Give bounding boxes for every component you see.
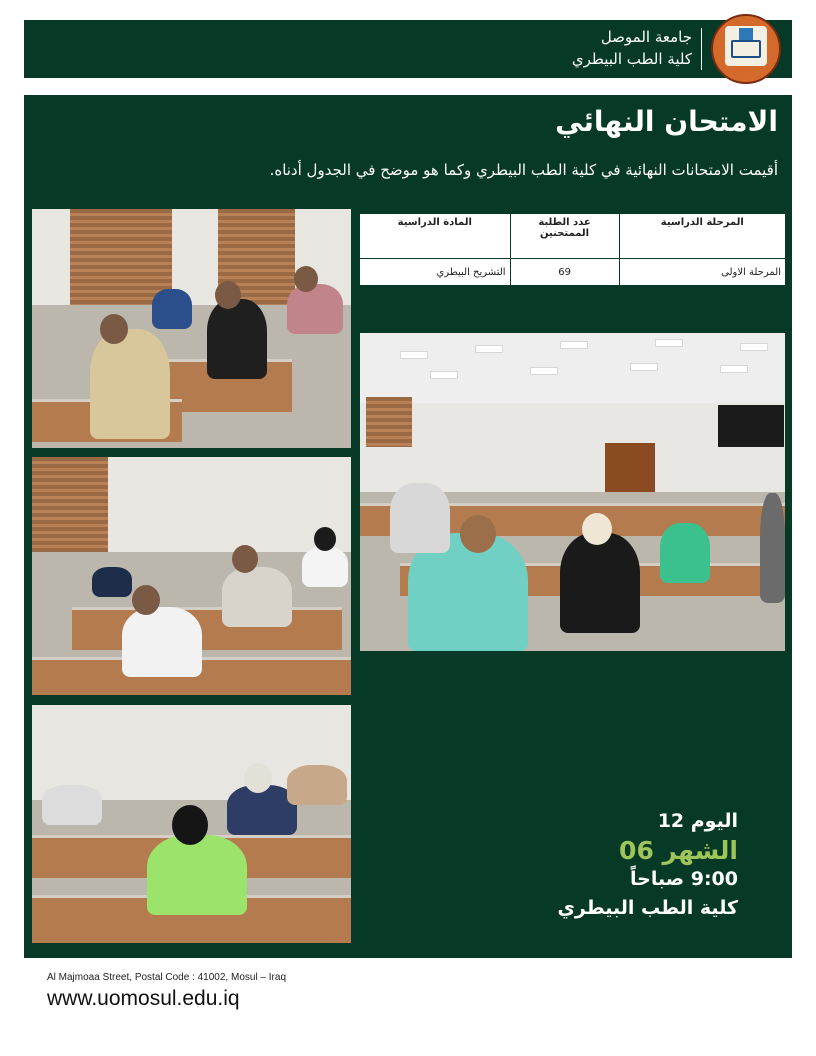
exam-day: اليوم 12 (657, 810, 738, 832)
table-row (360, 259, 786, 286)
exam-photo-4 (360, 333, 785, 651)
column-header-student-count: عدد الطلبة الممتحنين (510, 214, 619, 259)
exam-place: كلية الطب البيطري (557, 897, 738, 919)
university-name: جامعة الموصل (600, 28, 692, 46)
header-banner (24, 20, 792, 78)
page-subtitle: أقيمت الامتحانات النهائية في كلية الطب البيطري وكما هو موضح في الجدول أدناه. (269, 161, 778, 179)
exam-month: الشهر 06 (619, 836, 738, 865)
main-panel (24, 95, 792, 958)
college-name: كلية الطب البيطري (571, 50, 692, 68)
footer-address: Al Majmoaa Street, Postal Code : 41002, Mosul – Iraq (47, 972, 287, 983)
logo-book-icon (731, 40, 761, 58)
header-text (572, 26, 692, 70)
cell-stage: المرحلة الاولى (619, 259, 785, 286)
exam-time: 9:00 صباحاً (630, 868, 738, 890)
exam-table (359, 213, 786, 286)
page-title: الامتحان النهائي (555, 105, 778, 138)
exam-info (558, 807, 738, 923)
header-divider (701, 28, 702, 70)
exam-photo-3 (32, 705, 351, 943)
cell-subject: التشريح البيطري (360, 259, 511, 286)
cell-student-count: 69 (510, 259, 619, 286)
university-logo (711, 14, 781, 84)
footer-website-link[interactable]: www.uomosul.edu.iq (47, 987, 240, 1010)
logo-emblem (725, 26, 767, 66)
column-header-subject: المادة الدراسية (360, 214, 511, 259)
table-header-row (360, 214, 786, 259)
exam-photo-1 (32, 209, 351, 448)
column-header-stage: المرحلة الدراسية (619, 214, 785, 259)
exam-photo-2 (32, 457, 351, 695)
